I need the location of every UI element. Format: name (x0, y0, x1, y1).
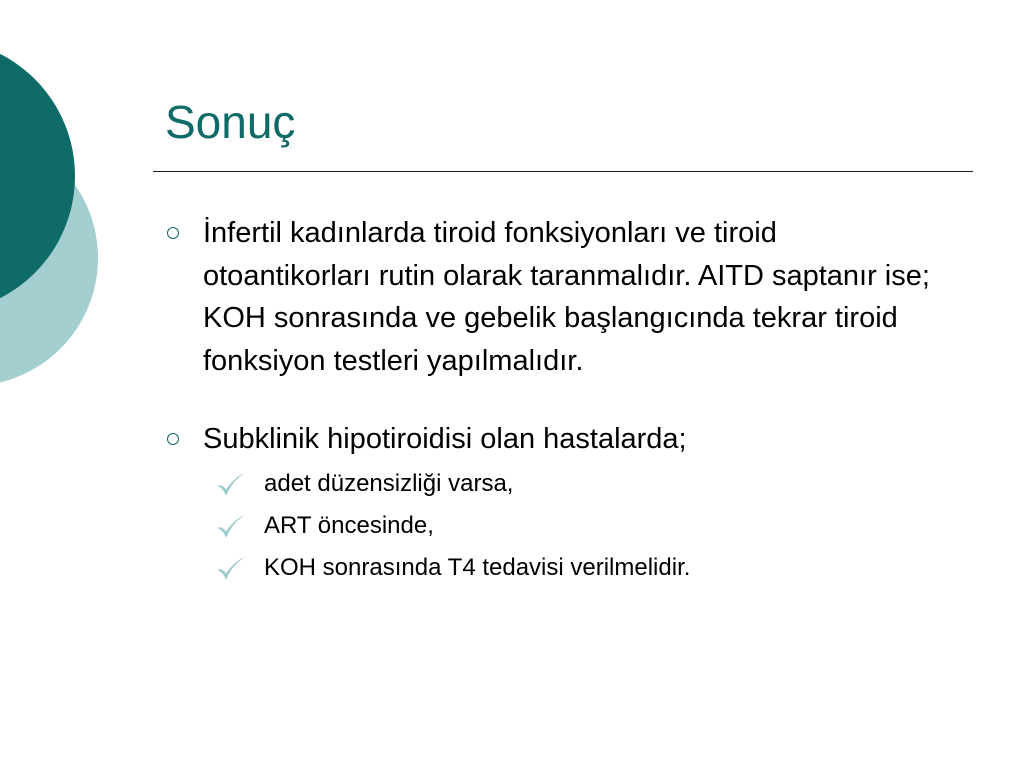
bullet-list (160, 212, 940, 589)
checkmark-icon (216, 473, 244, 497)
sub-bullet-item (203, 463, 940, 505)
decorative-circles (0, 0, 110, 420)
sub-bullet-text: KOH sonrasında T4 tedavisi verilmelidir. (264, 553, 691, 581)
checkmark-icon (216, 557, 244, 581)
sub-bullet-text: ART öncesinde, (264, 511, 434, 539)
bullet-item (160, 418, 940, 589)
sub-bullet-item (203, 505, 940, 547)
bullet-item (160, 212, 940, 382)
bullet-text: İnfertil kadınlarda tiroid fonksiyonları ve tiroid otoantikorları rutin olarak taranmalıdır. AITD saptanır ise; KOH sonrasında ve gebelik başlangıcında tekrar tiroid fonksiyon testleri yapılmalıdır. (203, 217, 930, 377)
slide-title: Sonuç (165, 96, 296, 148)
sub-bullet-text: adet düzensizliği varsa, (264, 469, 514, 497)
bullet-text: Subklinik hipotiroidisi olan hastalarda; (203, 423, 687, 455)
title-divider (153, 171, 973, 172)
hollow-circle-icon (167, 433, 179, 445)
checkmark-icon (216, 515, 244, 539)
hollow-circle-icon (167, 227, 179, 239)
sub-bullet-item (203, 547, 940, 589)
sub-bullet-list (203, 463, 940, 589)
